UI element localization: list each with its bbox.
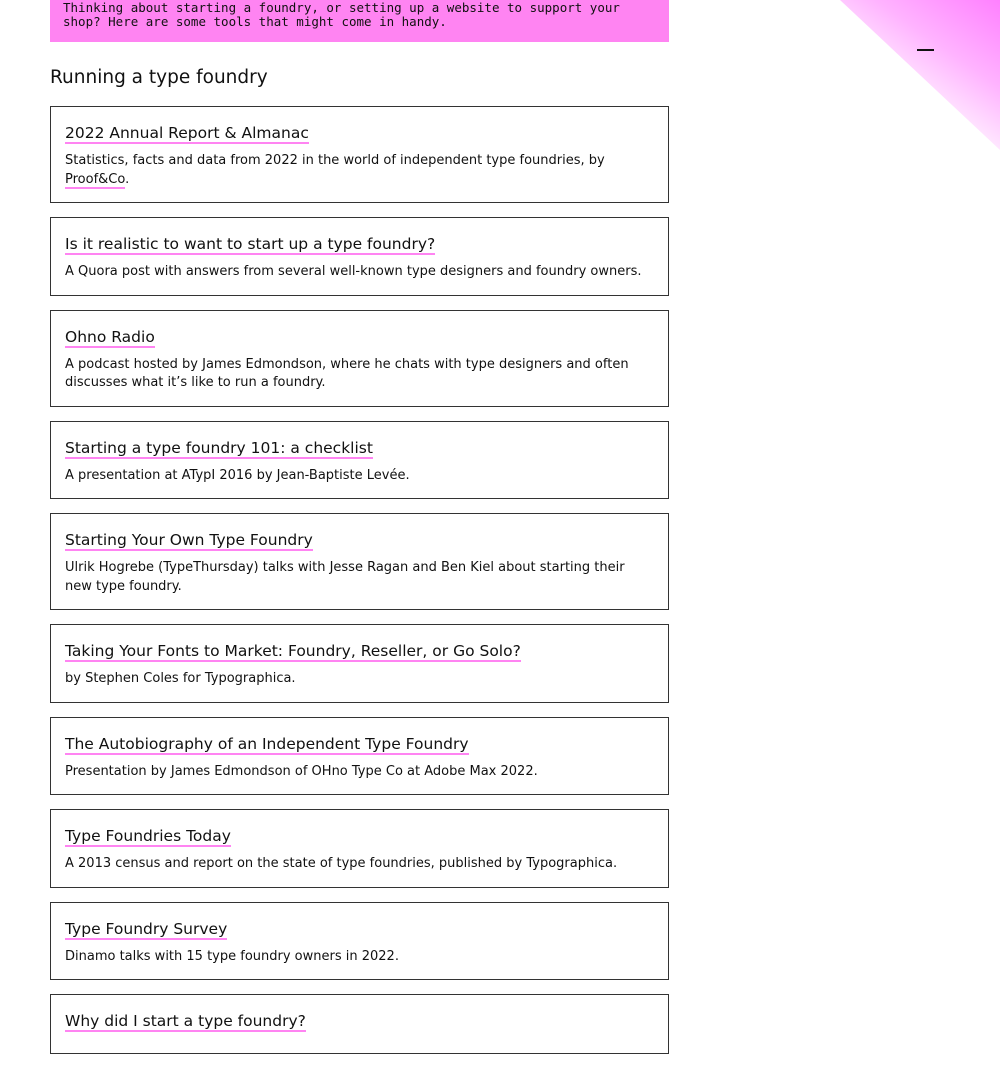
resource-title-link[interactable]: Ohno Radio <box>65 327 155 346</box>
resource-card <box>50 106 669 203</box>
resource-description: Presentation by James Edmondson of OHno Type Co at Adobe Max 2022. <box>65 763 538 779</box>
resource-card <box>50 717 669 796</box>
resource-card <box>50 994 669 1054</box>
resource-title-link[interactable]: Taking Your Fonts to Market: Foundry, Reseller, or Go Solo? <box>65 642 521 660</box>
section-heading: Running a type foundry <box>50 67 268 88</box>
resource-card <box>50 421 669 500</box>
resource-description: by Stephen Coles for Typographica. <box>65 671 296 686</box>
resource-card <box>50 513 669 610</box>
resource-description: Dinamo talks with 15 type foundry owners in 2022. <box>65 948 399 964</box>
resource-card <box>50 902 669 981</box>
resource-list <box>50 106 669 1068</box>
resource-title-link[interactable]: 2022 Annual Report & Almanac <box>65 124 309 142</box>
resource-title-link[interactable]: The Autobiography of an Independent Type Foundry <box>65 734 469 753</box>
resource-title-link[interactable]: Type Foundry Survey <box>65 919 228 938</box>
resource-description-end: . <box>125 171 130 187</box>
resource-title-link[interactable]: Why did I start a type foundry? <box>65 1012 306 1030</box>
resource-title-link[interactable]: Starting Your Own Type Foundry <box>65 531 313 549</box>
resource-title-link[interactable]: Type Foundries Today <box>65 827 231 845</box>
resource-description: Ulrik Hogrebe (TypeThursday) talks with Jesse Ragan and Ben Kiel about starting their new type foundry. <box>65 560 625 594</box>
resource-card <box>50 310 669 407</box>
resource-card <box>50 809 669 888</box>
intro-text: Thinking about starting a foundry, or setting up a website to support your shop? Here are some tools that might come in handy. <box>63 0 620 29</box>
resource-title-link[interactable]: Starting a type foundry 101: a checklist <box>65 438 373 457</box>
menu-dash-icon[interactable] <box>917 49 934 51</box>
resource-description-text: Statistics, facts and data from 2022 in the world of independent type foundries, by <box>65 153 605 168</box>
resource-description: A presentation at ATypI 2016 by Jean-Baptiste Levée. <box>65 467 410 483</box>
resource-card <box>50 624 669 703</box>
intro-banner <box>50 0 669 42</box>
resource-title-link[interactable]: Is it realistic to want to start up a type foundry? <box>65 235 436 253</box>
resource-description: A podcast hosted by James Edmondson, where he chats with type designers and often discusses what it’s like to run a foundry. <box>65 356 629 390</box>
resource-card <box>50 217 669 296</box>
resource-description: A 2013 census and report on the state of type foundries, published by Typographica. <box>65 856 618 871</box>
resource-description <box>65 152 654 189</box>
corner-gradient-decoration <box>800 0 1000 150</box>
proofco-link[interactable]: Proof&Co <box>65 171 126 187</box>
resource-description: A Quora post with answers from several well-known type designers and foundry owners. <box>65 264 642 279</box>
